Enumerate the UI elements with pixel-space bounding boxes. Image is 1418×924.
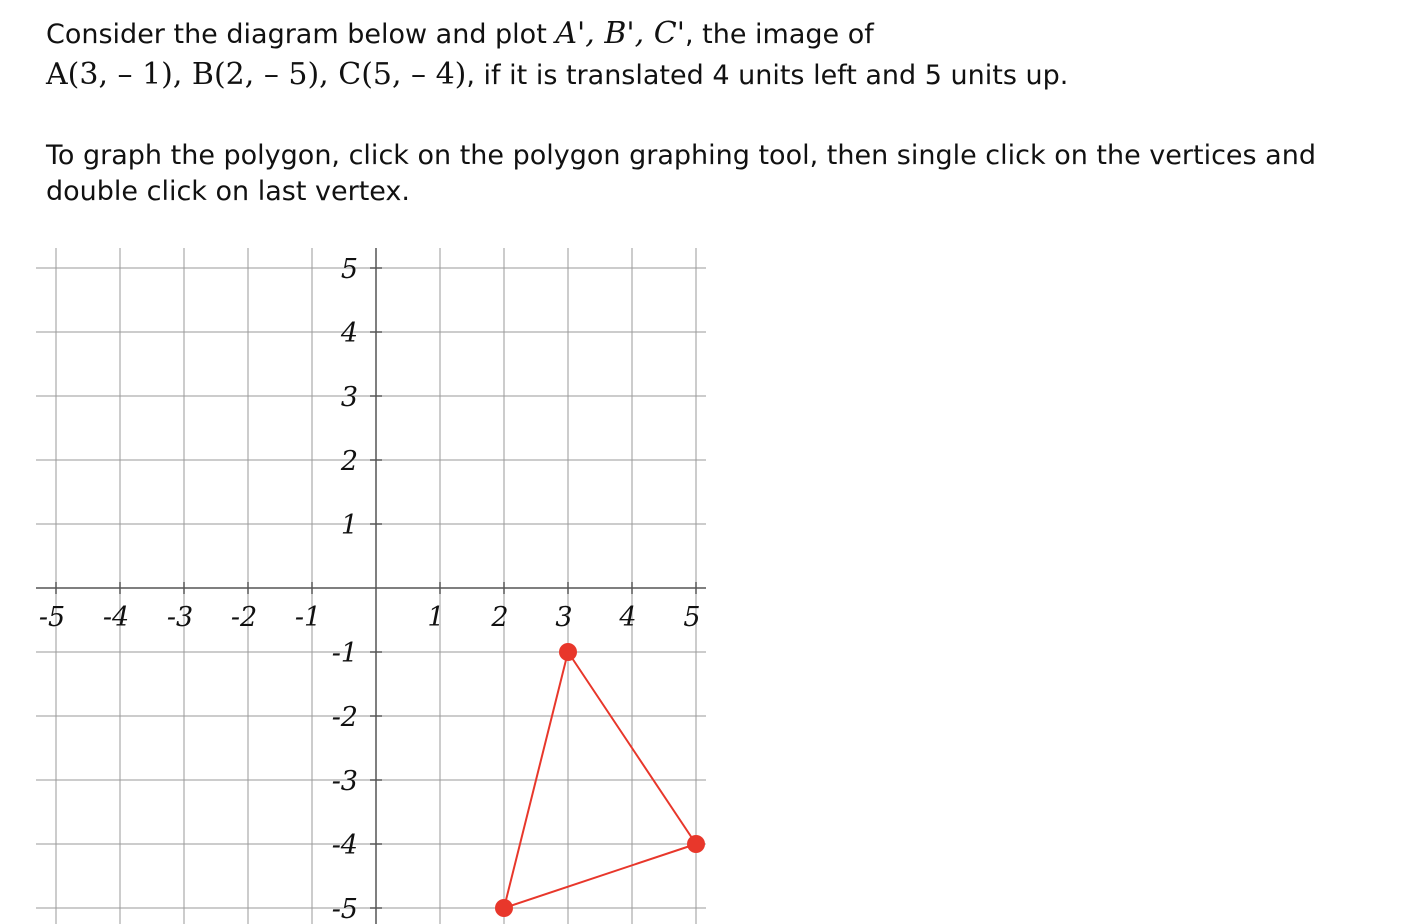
image-labels: A', B', C' — [555, 16, 685, 51]
x-tick-label: -3 — [166, 602, 194, 633]
grid — [36, 248, 706, 924]
x-tick-label: 4 — [619, 602, 637, 633]
x-tick-label: 2 — [491, 602, 509, 633]
instructions-text: To graph the polygon, click on the polygon graphing tool, then single click on the vertices and double click on last vertex. — [46, 140, 1316, 207]
translation-text: , if it is translated 4 units left and 5 units up. — [466, 60, 1069, 91]
y-tick-label: -5 — [331, 894, 358, 924]
x-tick-label: 1 — [427, 602, 445, 633]
y-tick-label: -1 — [331, 638, 358, 669]
x-tick-label: -4 — [102, 602, 130, 633]
coordinate-graph[interactable] — [0, 240, 720, 924]
x-tick-label: 5 — [683, 602, 701, 633]
y-tick-label: 1 — [340, 510, 358, 541]
y-tick-label: 3 — [340, 382, 358, 413]
y-tick-label: 4 — [340, 318, 358, 349]
polygon-vertex[interactable] — [559, 643, 577, 661]
question-intro: Consider the diagram below and plot — [46, 19, 547, 50]
points-math: A(3, – 1), B(2, – 5), C(5, – 4) — [46, 57, 467, 92]
tick-labels — [39, 254, 701, 924]
y-tick-label: -3 — [331, 766, 358, 797]
image-suffix: , the image of — [684, 19, 874, 50]
polygon-vertex[interactable] — [495, 899, 513, 917]
x-tick-label: -1 — [294, 602, 322, 633]
polygon-edge — [504, 844, 696, 908]
polygon-vertex[interactable] — [687, 835, 705, 853]
x-tick-label: 3 — [555, 602, 573, 633]
axes — [36, 248, 706, 924]
x-tick-label: -5 — [38, 602, 66, 633]
y-tick-label: 5 — [340, 254, 358, 285]
y-tick-label: -4 — [331, 830, 358, 861]
y-tick-label: -2 — [331, 702, 358, 733]
question-text — [46, 14, 1396, 96]
y-tick-label: 2 — [340, 446, 358, 477]
x-tick-label: -2 — [230, 602, 258, 633]
